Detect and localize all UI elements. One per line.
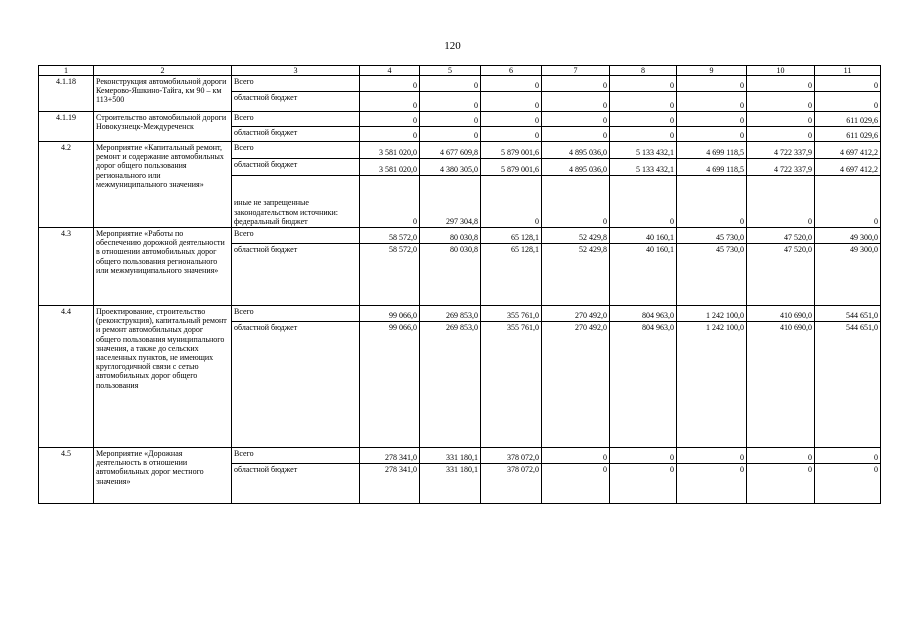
amount-cell: 4 380 305,0 <box>420 159 481 176</box>
column-header: 1 <box>39 66 94 76</box>
funding-source: Всего <box>232 142 360 159</box>
amount-cell: 0 <box>542 176 610 228</box>
amount-cell: 0 <box>747 176 815 228</box>
amount-cell: 5 133 432,1 <box>610 142 677 159</box>
amount-cell: 0 <box>815 176 881 228</box>
amount-cell: 40 160,1 <box>610 228 677 244</box>
amount-cell: 0 <box>677 76 747 92</box>
amount-cell: 0 <box>677 464 747 504</box>
amount-cell: 410 690,0 <box>747 322 815 448</box>
amount-cell: 3 581 020,0 <box>360 159 420 176</box>
amount-cell: 378 072,0 <box>481 464 542 504</box>
amount-cell: 0 <box>481 112 542 127</box>
amount-cell: 47 520,0 <box>747 228 815 244</box>
column-header: 3 <box>232 66 360 76</box>
amount-cell: 331 180,1 <box>420 464 481 504</box>
amount-cell: 52 429,8 <box>542 228 610 244</box>
amount-cell: 0 <box>747 464 815 504</box>
amount-cell: 4 895 036,0 <box>542 159 610 176</box>
amount-cell: 4 722 337,9 <box>747 142 815 159</box>
funding-source: Всего <box>232 306 360 322</box>
amount-cell: 45 730,0 <box>677 228 747 244</box>
amount-cell: 5 879 001,6 <box>481 159 542 176</box>
amount-cell: 0 <box>677 92 747 112</box>
amount-cell: 1 242 100,0 <box>677 306 747 322</box>
amount-cell: 3 581 020,0 <box>360 142 420 159</box>
amount-cell: 0 <box>360 76 420 92</box>
measure-name: Мероприятие «Капитальный ремонт, ремонт и содержание автомобильных дорог общего пользования регионального или межмуниципального значения» <box>94 142 232 228</box>
amount-cell: 0 <box>747 76 815 92</box>
amount-cell: 99 066,0 <box>360 322 420 448</box>
amount-cell: 0 <box>815 448 881 464</box>
table-row <box>39 306 881 322</box>
funding-source: областной бюджет <box>232 244 360 306</box>
amount-cell: 0 <box>360 92 420 112</box>
amount-cell: 4 697 412,2 <box>815 159 881 176</box>
amount-cell: 378 072,0 <box>481 448 542 464</box>
measure-name: Мероприятие «Дорожная деятельность в отношении автомобильных дорог местного значения» <box>94 448 232 504</box>
measure-name: Мероприятие «Работы по обеспечению дорожной деятельности в отношении автомобильных дорог общего пользования регионального или межмуниципального значения» <box>94 228 232 306</box>
amount-cell: 65 128,1 <box>481 244 542 306</box>
amount-cell: 45 730,0 <box>677 244 747 306</box>
amount-cell: 0 <box>420 76 481 92</box>
amount-cell: 5 133 432,1 <box>610 159 677 176</box>
column-header: 11 <box>815 66 881 76</box>
amount-cell: 0 <box>815 76 881 92</box>
amount-cell: 270 492,0 <box>542 322 610 448</box>
funding-source: областной бюджет <box>232 92 360 112</box>
amount-cell: 355 761,0 <box>481 322 542 448</box>
amount-cell: 99 066,0 <box>360 306 420 322</box>
measure-name: Строительство автомобильной дороги Новокузнецк-Междуреченск <box>94 112 232 142</box>
amount-cell: 0 <box>677 176 747 228</box>
amount-cell: 1 242 100,0 <box>677 322 747 448</box>
amount-cell: 4 699 118,5 <box>677 159 747 176</box>
column-header: 2 <box>94 66 232 76</box>
table-row <box>39 142 881 159</box>
amount-cell: 0 <box>542 76 610 92</box>
amount-cell: 52 429,8 <box>542 244 610 306</box>
funding-source: иные не запрещенные законодательством источники: федеральный бюджет <box>232 176 360 228</box>
amount-cell: 58 572,0 <box>360 244 420 306</box>
amount-cell: 278 341,0 <box>360 464 420 504</box>
amount-cell: 4 895 036,0 <box>542 142 610 159</box>
funding-source: областной бюджет <box>232 127 360 142</box>
amount-cell: 0 <box>747 92 815 112</box>
amount-cell: 4 677 609,8 <box>420 142 481 159</box>
table-row <box>39 228 881 244</box>
column-header: 9 <box>677 66 747 76</box>
table-row <box>39 448 881 464</box>
amount-cell: 40 160,1 <box>610 244 677 306</box>
amount-cell: 0 <box>481 76 542 92</box>
amount-cell: 0 <box>542 448 610 464</box>
column-header: 5 <box>420 66 481 76</box>
amount-cell: 611 029,6 <box>815 127 881 142</box>
measure-name: Проектирование, строительство (реконструкция), капитальный ремонт и ремонт автомобильных дорог общего пользования муниципального значения, а также до сельских населенных пунктов, не имеющих круглогодичной связи с сетью автомобильных дорог общего пользования <box>94 306 232 448</box>
measure-name: Реконструкция автомобильной дороги Кемерово-Яшкино-Тайга, км 90 – км 113+500 <box>94 76 232 112</box>
amount-cell: 410 690,0 <box>747 306 815 322</box>
amount-cell: 0 <box>610 464 677 504</box>
amount-cell: 269 853,0 <box>420 306 481 322</box>
amount-cell: 0 <box>542 112 610 127</box>
column-header: 4 <box>360 66 420 76</box>
amount-cell: 0 <box>610 76 677 92</box>
row-number: 4.2 <box>39 142 94 228</box>
amount-cell: 0 <box>815 92 881 112</box>
amount-cell: 611 029,6 <box>815 112 881 127</box>
funding-source: Всего <box>232 448 360 464</box>
amount-cell: 0 <box>747 448 815 464</box>
row-number: 4.3 <box>39 228 94 306</box>
amount-cell: 270 492,0 <box>542 306 610 322</box>
budget-table <box>38 65 881 504</box>
amount-cell: 0 <box>677 127 747 142</box>
amount-cell: 4 697 412,2 <box>815 142 881 159</box>
amount-cell: 0 <box>610 127 677 142</box>
funding-source: Всего <box>232 228 360 244</box>
amount-cell: 0 <box>360 176 420 228</box>
amount-cell: 0 <box>360 112 420 127</box>
column-header: 8 <box>610 66 677 76</box>
row-number: 4.5 <box>39 448 94 504</box>
page-number: 120 <box>444 40 461 52</box>
amount-cell: 355 761,0 <box>481 306 542 322</box>
amount-cell: 80 030,8 <box>420 244 481 306</box>
amount-cell: 0 <box>420 92 481 112</box>
amount-cell: 0 <box>542 92 610 112</box>
amount-cell: 4 699 118,5 <box>677 142 747 159</box>
amount-cell: 49 300,0 <box>815 244 881 306</box>
amount-cell: 49 300,0 <box>815 228 881 244</box>
amount-cell: 0 <box>677 112 747 127</box>
amount-cell: 297 304,8 <box>420 176 481 228</box>
amount-cell: 804 963,0 <box>610 322 677 448</box>
column-header: 10 <box>747 66 815 76</box>
row-number: 4.1.18 <box>39 76 94 112</box>
amount-cell: 0 <box>610 92 677 112</box>
column-header: 6 <box>481 66 542 76</box>
amount-cell: 65 128,1 <box>481 228 542 244</box>
amount-cell: 0 <box>610 112 677 127</box>
amount-cell: 0 <box>677 448 747 464</box>
amount-cell: 4 722 337,9 <box>747 159 815 176</box>
header-row <box>39 66 881 76</box>
amount-cell: 278 341,0 <box>360 448 420 464</box>
amount-cell: 0 <box>420 112 481 127</box>
funding-source: Всего <box>232 76 360 92</box>
table-row <box>39 112 881 127</box>
amount-cell: 0 <box>542 464 610 504</box>
row-number: 4.4 <box>39 306 94 448</box>
amount-cell: 544 651,0 <box>815 322 881 448</box>
amount-cell: 47 520,0 <box>747 244 815 306</box>
amount-cell: 544 651,0 <box>815 306 881 322</box>
amount-cell: 0 <box>610 176 677 228</box>
amount-cell: 0 <box>747 112 815 127</box>
amount-cell: 0 <box>360 127 420 142</box>
amount-cell: 804 963,0 <box>610 306 677 322</box>
column-header: 7 <box>542 66 610 76</box>
amount-cell: 331 180,1 <box>420 448 481 464</box>
funding-source: областной бюджет <box>232 159 360 176</box>
amount-cell: 0 <box>542 127 610 142</box>
funding-source: областной бюджет <box>232 464 360 504</box>
funding-source: областной бюджет <box>232 322 360 448</box>
amount-cell: 0 <box>610 448 677 464</box>
row-number: 4.1.19 <box>39 112 94 142</box>
funding-source: Всего <box>232 112 360 127</box>
amount-cell: 269 853,0 <box>420 322 481 448</box>
amount-cell: 0 <box>420 127 481 142</box>
amount-cell: 80 030,8 <box>420 228 481 244</box>
amount-cell: 5 879 001,6 <box>481 142 542 159</box>
amount-cell: 0 <box>815 464 881 504</box>
amount-cell: 0 <box>481 92 542 112</box>
amount-cell: 0 <box>481 127 542 142</box>
table-row <box>39 76 881 92</box>
amount-cell: 58 572,0 <box>360 228 420 244</box>
amount-cell: 0 <box>481 176 542 228</box>
amount-cell: 0 <box>747 127 815 142</box>
